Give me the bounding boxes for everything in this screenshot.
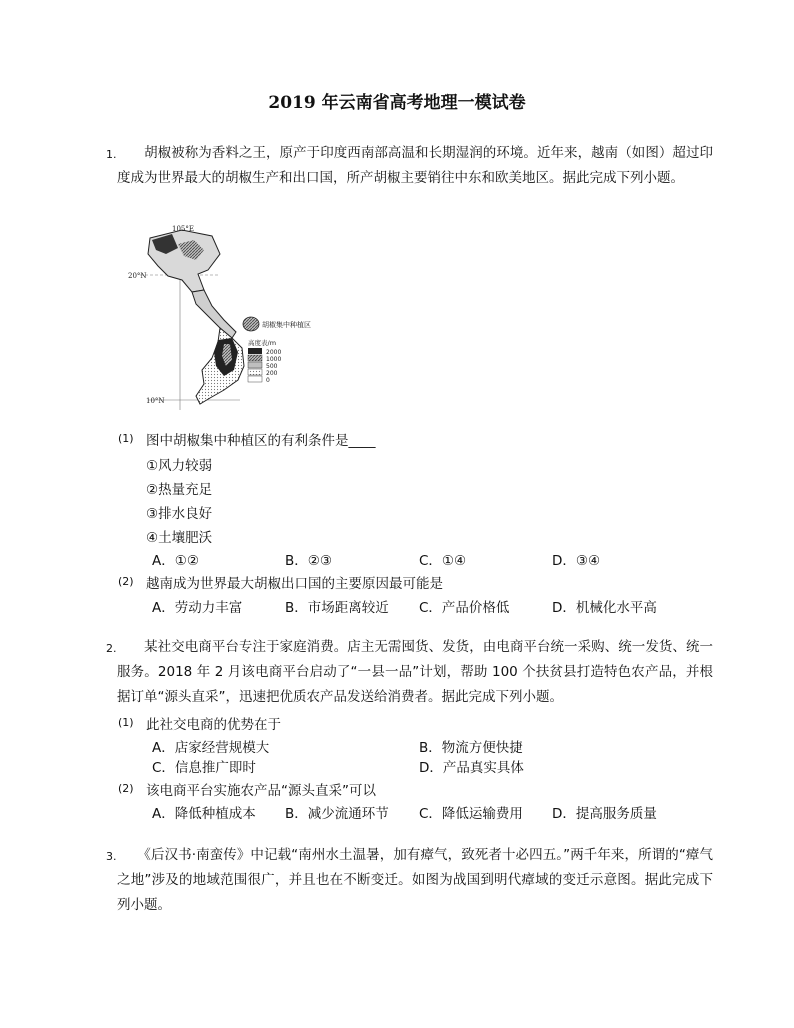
legend-pepper-label: 胡椒集中种植区: [262, 321, 311, 329]
q1-sub1-number: (1): [118, 432, 134, 445]
q2-sub2-option-d[interactable]: D．提高服务质量: [552, 806, 657, 822]
q1-sub2-option-d[interactable]: D．机械化水平高: [552, 600, 657, 616]
lat-bottom-label: 10°N: [146, 397, 165, 405]
q1-sub1-text: 图中胡椒集中种植区的有利条件是____: [146, 433, 376, 449]
q2-sub2-option-a[interactable]: A．降低种植成本: [152, 806, 256, 822]
legend-swatch-2000: [248, 348, 262, 354]
q2-sub2-option-b[interactable]: B．减少流通环节: [285, 806, 389, 822]
question-2-paragraph: 某社交电商平台专注于家庭消费。店主无需囤货、发货，由电商平台统一采购、统一发货、统一服务。2018 年 2 月该电商平台启动了“一县一品”计划，帮助 100 个扶贫县打造特色农产品，并根据订单“源头直采”，迅速把优质农产品发送给消费者。据此完成下列小题。: [117, 639, 713, 705]
legend-level-0: 0: [266, 377, 270, 384]
q2-sub1-text: 此社交电商的优势在于: [146, 717, 281, 733]
page-title: 2019 年云南省高考地理一模试卷: [268, 93, 526, 113]
q1-item-1: ①风力较弱: [146, 458, 213, 474]
q2-sub1-option-d[interactable]: D．产品真实具体: [419, 760, 524, 776]
q1-sub1-option-c[interactable]: C．①④: [419, 553, 467, 569]
question-3-paragraph: 《后汉书·南蛮传》中记载“南州水土温暑，加有瘴气，致死者十必四五。”两千年来，所谓的“瘴气之地”涉及的地域范围很广，并且也在不断变迁。如图为战国到明代瘴域的变迁示意图。据此完成下列小题。: [117, 847, 713, 913]
map-central-region: [192, 290, 236, 338]
q1-sub1-option-a[interactable]: A．①②: [152, 553, 199, 569]
q2-sub2-number: (2): [118, 782, 134, 795]
legend-swatch-0: [248, 376, 262, 382]
q1-item-4: ④土壤肥沃: [146, 530, 213, 546]
lon-label: 105°E: [172, 225, 194, 233]
lat-top-label: 20°N: [128, 272, 147, 280]
q1-sub2-option-a[interactable]: A．劳动力丰富: [152, 600, 243, 616]
question-3-number: 3.: [106, 850, 117, 863]
question-2-number: 2.: [106, 642, 117, 655]
q1-sub2-number: (2): [118, 575, 134, 588]
q1-sub2-option-c[interactable]: C．产品价格低: [419, 600, 510, 616]
q1-sub1-option-d[interactable]: D．③④: [552, 553, 601, 569]
legend-swatch-1000: [248, 355, 262, 361]
legend-swatch-500: [248, 362, 262, 368]
legend-level-2000: 2000: [266, 349, 282, 356]
question-1-number: 1.: [106, 148, 117, 161]
q2-sub1-option-a[interactable]: A．店家经营规模大: [152, 740, 270, 756]
vietnam-map: [120, 220, 360, 410]
q2-sub1-number: (1): [118, 716, 134, 729]
q1-item-3: ③排水良好: [146, 506, 213, 522]
q1-sub2-text: 越南成为世界最大胡椒出口国的主要原因最可能是: [146, 576, 443, 592]
q2-sub2-text: 该电商平台实施农产品“源头直采”可以: [146, 783, 376, 799]
legend-level-200: 200: [266, 370, 278, 377]
question-1-paragraph: 胡椒被称为香料之王，原产于印度西南部高温和长期湿润的环境。近年来，越南（如图）超过印度成为世界最大的胡椒生产和出口国，所产胡椒主要销往中东和欧美地区。据此完成下列小题。: [117, 145, 713, 186]
q2-sub2-option-c[interactable]: C．降低运输费用: [419, 806, 523, 822]
legend-swatch-200: [248, 369, 262, 375]
legend-pepper-swatch: [243, 317, 259, 331]
q1-sub2-option-b[interactable]: B．市场距离较近: [285, 600, 389, 616]
legend-level-500: 500: [266, 363, 278, 370]
q2-sub1-option-c[interactable]: C．信息推广即时: [152, 760, 256, 776]
q1-item-2: ②热量充足: [146, 482, 213, 498]
q2-sub1-option-b[interactable]: B．物流方便快捷: [419, 740, 523, 756]
q1-sub1-option-b[interactable]: B．②③: [285, 553, 332, 569]
legend-height-title: 高度表/m: [248, 339, 277, 347]
legend-level-1000: 1000: [266, 356, 282, 363]
